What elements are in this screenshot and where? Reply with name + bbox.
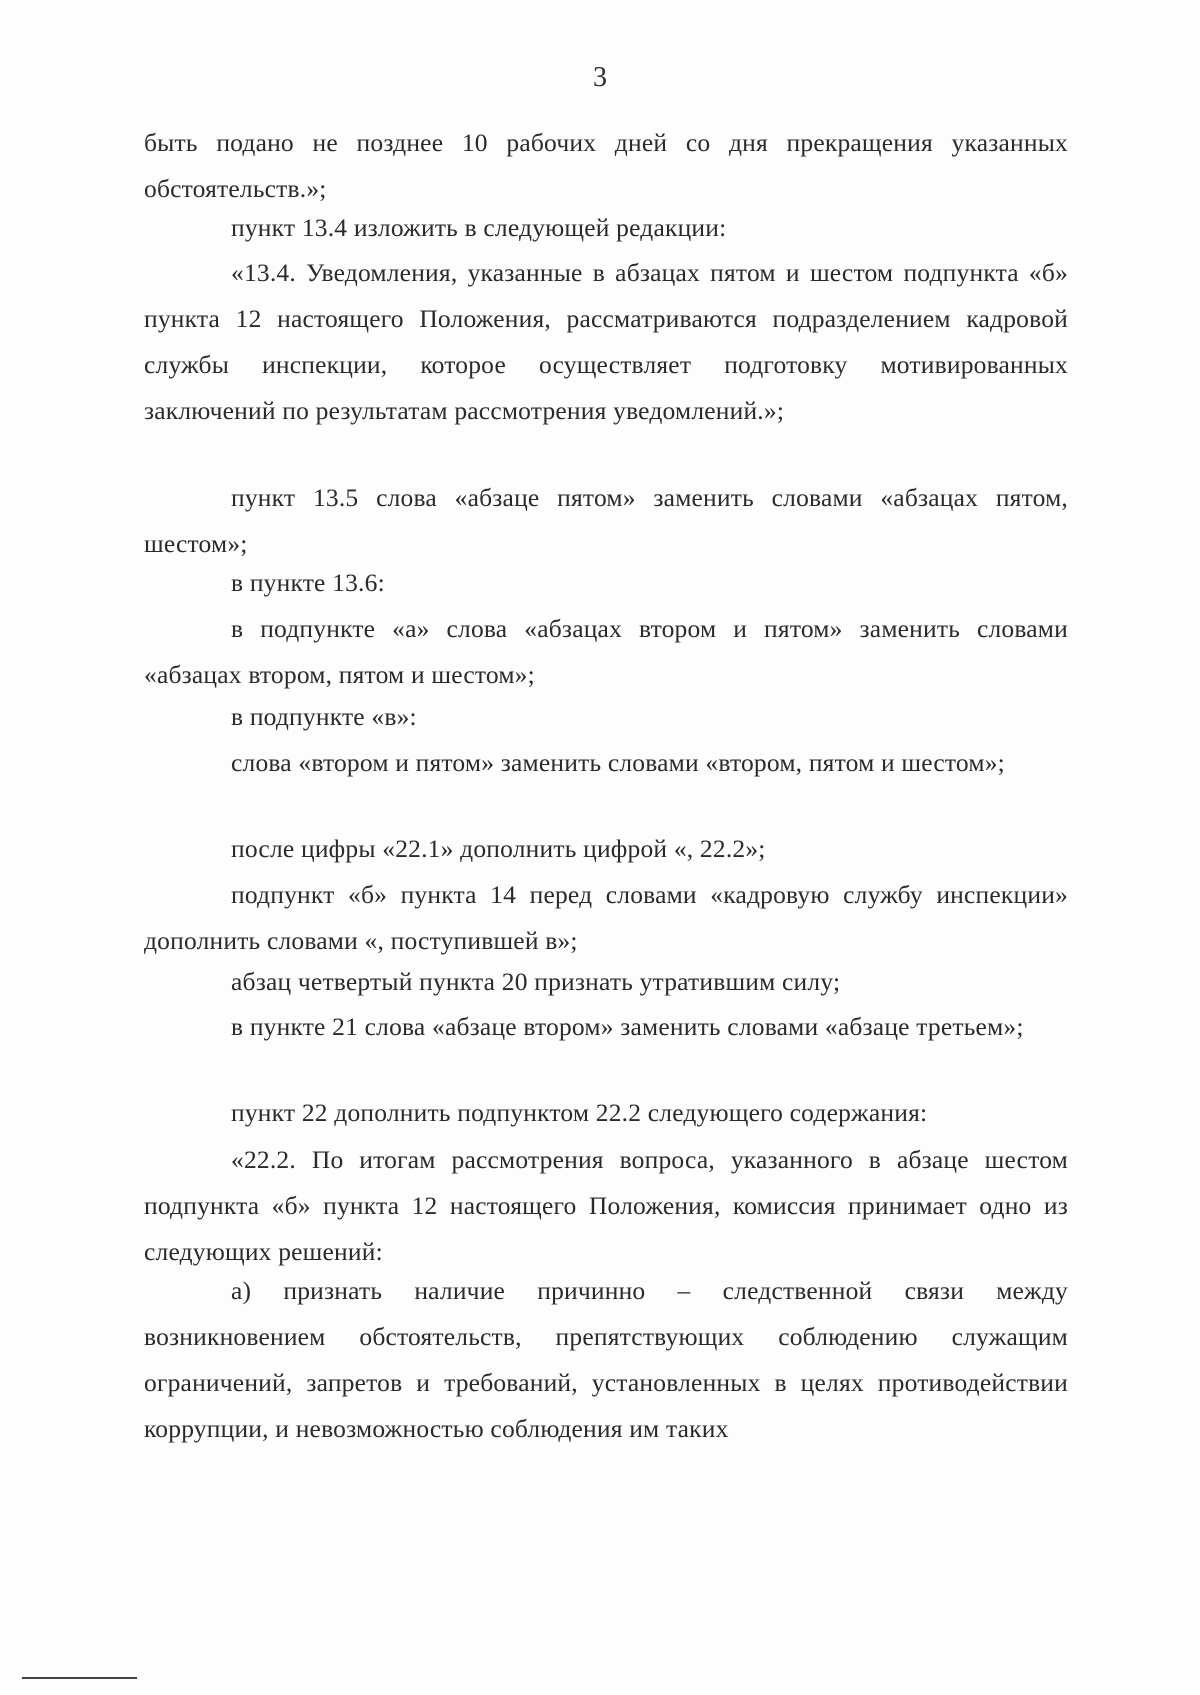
paragraph-13-6-a: в подпункте «а» слова «абзацах втором и пятом» заменить словами «абзацах втором, пятом и шестом»; <box>144 614 1068 689</box>
paragraph-13-6-v-digit: после цифры «22.1» дополнить цифрой «, 22.2»; <box>231 834 766 863</box>
paragraph-13-4-heading: пункт 13.4 изложить в следующей редакции: <box>231 213 727 242</box>
paragraph-20: абзац четвертый пункта 20 признать утратившим силу; <box>231 967 841 996</box>
scan-artifact-line <box>22 1677 137 1679</box>
paragraph-22-2: «22.2. По итогам рассмотрения вопроса, указанного в абзаце шестом подпункта «б» пункта 12 настоящего Положения, комиссия принимает одно из следующих решений: <box>144 1145 1068 1266</box>
page-number: 3 <box>593 62 607 93</box>
paragraph-13-6-v-words: слова «втором и пятом» заменить словами «втором, пятом и шестом»; <box>231 748 1005 777</box>
paragraph-continuation: быть подано не позднее 10 рабочих дней со дня прекращения указанных обстоятельств.»; <box>144 128 1068 203</box>
paragraph-13-6: в пункте 13.6: <box>231 568 385 597</box>
paragraph-22-2-a: а) признать наличие причинно – следственной связи между возникновением обстоятельств, препятствующих соблюдению служащим ограничений, запретов и требований, установленных в целях противодействии коррупции, и невозможностью соблюдения им таких <box>144 1276 1068 1443</box>
paragraph-13-5: пункт 13.5 слова «абзаце пятом» заменить словами «абзацах пятом, шестом»; <box>144 483 1068 558</box>
paragraph-13-6-v: в подпункте «в»: <box>231 702 417 731</box>
paragraph-21: в пункте 21 слова «абзаце втором» заменить словами «абзаце третьем»; <box>231 1012 1024 1041</box>
paragraph-22: пункт 22 дополнить подпунктом 22.2 следующего содержания: <box>231 1098 928 1127</box>
paragraph-13-4-text: «13.4. Уведомления, указанные в абзацах пятом и шестом подпункта «б» пункта 12 настоящего Положения, рассматриваются подразделением кадровой службы инспекции, которое осуществляет подготовку мотивированных заключений по результатам рассмотрения уведомлений.»; <box>144 258 1068 425</box>
paragraph-14-b: подпункт «б» пункта 14 перед словами «кадровую службу инспекции» дополнить словами «, поступившей в»; <box>144 880 1068 955</box>
